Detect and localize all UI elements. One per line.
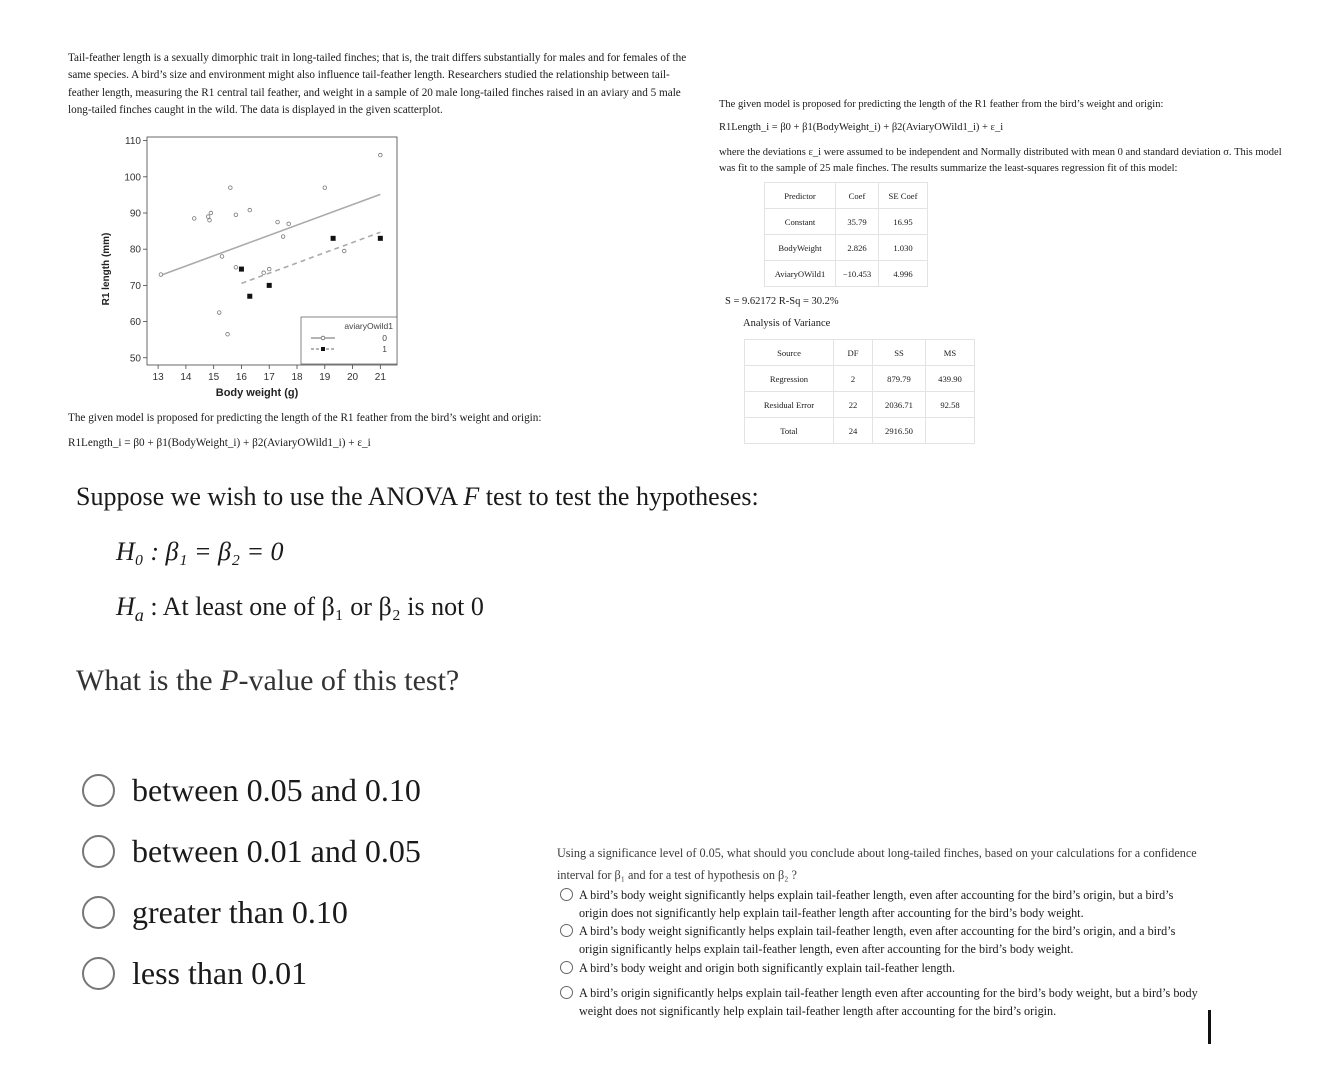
data-point-open xyxy=(226,332,230,336)
data-point-open xyxy=(267,267,271,271)
option-label: A bird’s body weight significantly helps explain tail-feather length, even after accounting for the bird’s origin, and a bird’s origin significantly helps explain tail-feather length, even after accounting for the bird’s body weight. xyxy=(579,924,1176,956)
anova-cell: 92.58 xyxy=(926,392,975,418)
table-row xyxy=(765,235,928,261)
data-point-open xyxy=(209,211,213,215)
option-label: A bird’s origin significantly helps explain tail-feather length even after accounting for the bird’s body weight, but a bird’s body weight does not significantly help explain tail-feather length after accounting for the bird’s origin. xyxy=(579,986,1198,1018)
coef-header: SE Coef xyxy=(879,183,928,209)
y-tick-label: 110 xyxy=(125,136,141,148)
coef-cell: AviaryOWild1 xyxy=(765,261,836,287)
option-label: less than 0.01 xyxy=(132,955,308,991)
second-answer-option[interactable] xyxy=(560,984,1200,1020)
data-point-open xyxy=(342,249,346,253)
model-description-right: The given model is proposed for predicting the length of the R1 feather from the bird’s weight and origin: xyxy=(719,99,1164,110)
model-equation-left: R1Length_i = β0 + β1(BodyWeight_i) + β2(AviaryOWild1_i) + ε_i xyxy=(68,437,371,449)
data-point-filled xyxy=(267,283,272,288)
answer-option[interactable] xyxy=(82,833,421,870)
option-label: between 0.01 and 0.05 xyxy=(132,833,421,869)
coef-cell: 1.030 xyxy=(879,235,928,261)
data-point-open xyxy=(379,153,383,157)
data-point-open xyxy=(206,215,210,219)
coef-cell: 35.79 xyxy=(836,209,879,235)
coef-cell: BodyWeight xyxy=(765,235,836,261)
anova-header: SS xyxy=(873,340,926,366)
radio-button[interactable] xyxy=(560,961,573,974)
data-point-filled xyxy=(239,267,244,272)
option-label: A bird’s body weight and origin both significantly explain tail-feather length. xyxy=(579,961,956,975)
model-description-left: The given model is proposed for predicting the length of the R1 feather from the bird’s weight and origin: xyxy=(68,412,542,424)
anova-header: DF xyxy=(834,340,873,366)
model-assumptions: where the deviations ε_i were assumed to be independent and Normally distributed with mean 0 and standard deviation σ. This model was fit to the sample of 25 male finches. The results summarize the least-squares regression fit of this model: xyxy=(719,147,1282,174)
radio-button[interactable] xyxy=(560,924,573,937)
anova-cell: 2916.50 xyxy=(873,418,926,444)
radio-button[interactable] xyxy=(82,774,115,807)
radio-button[interactable] xyxy=(82,835,115,868)
coef-cell: 16.95 xyxy=(879,209,928,235)
legend-title: aviaryOwild1 xyxy=(344,321,393,331)
anova-title: Analysis of Variance xyxy=(743,318,831,329)
anova-table xyxy=(744,339,975,444)
legend-label: 0 xyxy=(382,333,387,343)
x-tick-label: 16 xyxy=(235,372,248,383)
data-point-open xyxy=(323,186,327,190)
second-question-prompt: Using a significance level of 0.05, what should you conclude about long-tailed finches, based on your calculations for a confidence interval for β₁ and for a test of hypothesis on β₂ ? xyxy=(557,846,1197,882)
coefficient-table xyxy=(764,182,928,287)
x-tick-label: 14 xyxy=(180,372,192,383)
pvalue-question: What is the P-value of this test? xyxy=(76,664,460,697)
radio-button[interactable] xyxy=(82,896,115,929)
second-answer-option[interactable] xyxy=(560,959,1200,977)
y-tick-label: 50 xyxy=(129,353,141,365)
data-point-filled xyxy=(378,236,383,241)
fit-line-series-0 xyxy=(161,194,380,275)
x-tick-label: 18 xyxy=(291,372,303,383)
data-point-open xyxy=(220,255,224,259)
legend-marker xyxy=(321,336,325,340)
radio-button[interactable] xyxy=(560,888,573,901)
y-tick-label: 80 xyxy=(129,244,141,256)
alternative-hypothesis: $H_a$ : At least one of β₁ or β₂ is not 0 xyxy=(116,592,484,626)
data-point-filled xyxy=(331,236,336,241)
answer-option[interactable] xyxy=(82,772,421,809)
y-tick-label: 90 xyxy=(129,208,141,220)
anova-cell: 439.90 xyxy=(926,366,975,392)
x-tick-label: 15 xyxy=(208,372,220,383)
anova-cell: 2 xyxy=(834,366,873,392)
table-row xyxy=(745,366,975,392)
table-row xyxy=(745,418,975,444)
option-label: greater than 0.10 xyxy=(132,894,348,930)
radio-button[interactable] xyxy=(82,957,115,990)
x-tick-label: 20 xyxy=(346,372,359,383)
coef-cell: 2.826 xyxy=(836,235,879,261)
x-tick-label: 21 xyxy=(374,372,386,383)
data-point-open xyxy=(287,222,291,226)
legend-marker xyxy=(321,347,325,351)
anova-header: Source xyxy=(745,340,834,366)
data-point-open xyxy=(208,218,212,222)
data-point-open xyxy=(276,220,280,224)
coef-cell: −10.453 xyxy=(836,261,879,287)
answer-option[interactable] xyxy=(82,894,348,931)
data-point-open xyxy=(234,213,238,217)
x-axis-label: Body weight (g) xyxy=(215,387,299,399)
anova-header: MS xyxy=(926,340,975,366)
legend-label: 1 xyxy=(382,344,387,354)
data-point-open xyxy=(217,311,221,315)
coef-header: Coef xyxy=(836,183,879,209)
x-tick-label: 19 xyxy=(319,372,331,383)
x-tick-label: 13 xyxy=(152,372,164,383)
table-row xyxy=(765,209,928,235)
second-answer-option[interactable] xyxy=(560,886,1200,922)
y-axis-label: R1 length (mm) xyxy=(101,232,112,306)
option-label: A bird’s body weight significantly helps explain tail-feather length, even after accounting for the bird’s origin, but a bird’s origin does not significantly help explain tail-feather length after accounting for the bird’s body weight. xyxy=(579,888,1174,920)
y-tick-label: 60 xyxy=(129,317,141,329)
anova-cell xyxy=(926,418,975,444)
table-row xyxy=(745,392,975,418)
intro-paragraph: Tail-feather length is a sexually dimorphic trait in long-tailed finches; that is, the trait differs substantially for males and for females of the same species. A bird’s size and environment might also influence tail-feather length. Researchers studied the relationship between tail-feather length, measuring the R1 central tail feather, and weight in a sample of 20 male long-tailed finches raised in an aviary and 5 male long-tailed finches caught in the wild. The data is displayed in the given scatterplot. xyxy=(68,52,687,117)
scatterplot xyxy=(95,125,415,400)
table-row xyxy=(765,261,928,287)
data-point-open xyxy=(262,271,266,275)
model-equation-right: R1Length_i = β0 + β1(BodyWeight_i) + β2(AviaryOWild1_i) + ε_i xyxy=(719,122,1004,133)
coef-header: Predictor xyxy=(765,183,836,209)
option-label: between 0.05 and 0.10 xyxy=(132,772,421,808)
question-prompt: Suppose we wish to use the ANOVA F test to test the hypotheses: xyxy=(76,482,759,511)
y-tick-label: 100 xyxy=(124,172,141,184)
text-cursor xyxy=(1208,1010,1211,1044)
data-point-open xyxy=(248,208,252,212)
anova-cell: Residual Error xyxy=(745,392,834,418)
x-tick-label: 17 xyxy=(263,372,275,383)
data-point-open xyxy=(229,186,233,190)
anova-cell: 22 xyxy=(834,392,873,418)
anova-cell: 879.79 xyxy=(873,366,926,392)
fit-statistics: S = 9.62172 R-Sq = 30.2% xyxy=(725,296,839,307)
data-point-open xyxy=(192,217,196,221)
anova-cell: 2036.71 xyxy=(873,392,926,418)
radio-button[interactable] xyxy=(560,986,573,999)
data-point-open xyxy=(281,235,285,239)
coef-cell: Constant xyxy=(765,209,836,235)
null-hypothesis: H₀ : β₁ = β₂ = 0 xyxy=(116,537,284,566)
anova-cell: Regression xyxy=(745,366,834,392)
data-point-filled xyxy=(247,294,252,299)
answer-option[interactable] xyxy=(82,955,307,992)
coef-cell: 4.996 xyxy=(879,261,928,287)
anova-cell: Total xyxy=(745,418,834,444)
data-point-open xyxy=(159,273,163,277)
anova-cell: 24 xyxy=(834,418,873,444)
fit-line-series-1 xyxy=(241,232,380,283)
y-tick-label: 70 xyxy=(129,280,141,292)
data-point-open xyxy=(234,265,238,269)
second-answer-option[interactable] xyxy=(560,922,1200,958)
